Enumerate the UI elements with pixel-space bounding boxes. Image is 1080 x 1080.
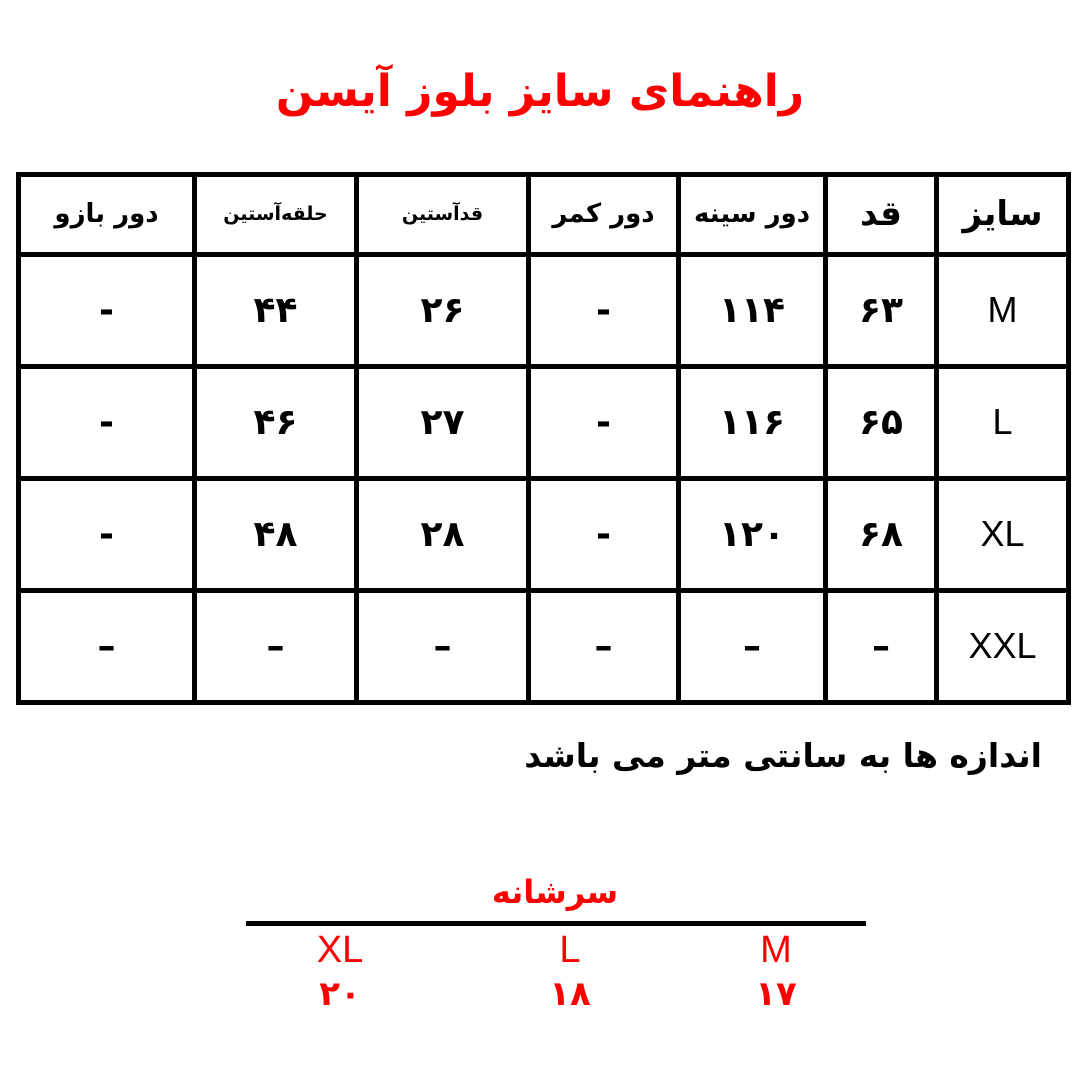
cell-length: ۶۳ [826, 254, 937, 366]
cell-chest: – [679, 590, 826, 702]
cell-chest: ۱۲۰ [679, 478, 826, 590]
cell-sleeve-length: – [357, 590, 529, 702]
cell-armhole: ۴۸ [195, 478, 357, 590]
cell-waist: - [529, 366, 679, 478]
cell-armhole: – [195, 590, 357, 702]
cell-size: XXL [937, 590, 1069, 702]
cell-armhole: ۴۶ [195, 366, 357, 478]
shoulder-item-xl [270, 928, 410, 1016]
cell-chest: ۱۱۶ [679, 366, 826, 478]
header-length: قد [826, 175, 937, 255]
shoulder-item-m [706, 928, 846, 1016]
header-size: سایز [937, 175, 1069, 255]
table-row [19, 366, 1069, 478]
cell-armhole: ۴۴ [195, 254, 357, 366]
cell-waist: – [529, 590, 679, 702]
table-row [19, 478, 1069, 590]
shoulder-size-value: ۱۸ [549, 974, 591, 1014]
cell-waist: - [529, 254, 679, 366]
table-header-row [19, 175, 1069, 255]
header-chest: دور سینه [679, 175, 826, 255]
header-sleeve-length: قدآستین [357, 175, 529, 255]
table-row [19, 254, 1069, 366]
table-row [19, 590, 1069, 702]
cell-upper-arm: - [19, 366, 195, 478]
header-armhole: حلقه‌آستین [195, 175, 357, 255]
cell-upper-arm: - [19, 478, 195, 590]
size-chart-table [16, 172, 1071, 705]
cell-sleeve-length: ۲۸ [357, 478, 529, 590]
page-title: راهنمای سایز بلوز آیسن [275, 66, 805, 117]
cell-waist: - [529, 478, 679, 590]
cell-length: – [826, 590, 937, 702]
cell-length: ۶۵ [826, 366, 937, 478]
cell-upper-arm: - [19, 254, 195, 366]
header-waist: دور کمر [529, 175, 679, 255]
cell-size: M [937, 254, 1069, 366]
shoulder-size-label: L [559, 929, 581, 971]
header-upper-arm: دور بازو [19, 175, 195, 255]
shoulder-divider [246, 921, 866, 926]
shoulder-size-value: ۲۰ [319, 974, 361, 1014]
cell-sleeve-length: ۲۷ [357, 366, 529, 478]
cell-sleeve-length: ۲۶ [357, 254, 529, 366]
shoulder-size-label: M [760, 929, 792, 971]
cell-size: XL [937, 478, 1069, 590]
shoulder-size-value: ۱۷ [755, 974, 797, 1014]
shoulder-size-label: XL [316, 929, 364, 971]
cell-length: ۶۸ [826, 478, 937, 590]
units-note: اندازه ها به سانتی متر می باشد [524, 736, 1042, 775]
cell-chest: ۱۱۴ [679, 254, 826, 366]
shoulder-item-l [500, 928, 640, 1016]
cell-size: L [937, 366, 1069, 478]
shoulder-title: سرشانه [491, 873, 619, 911]
cell-upper-arm: – [19, 590, 195, 702]
